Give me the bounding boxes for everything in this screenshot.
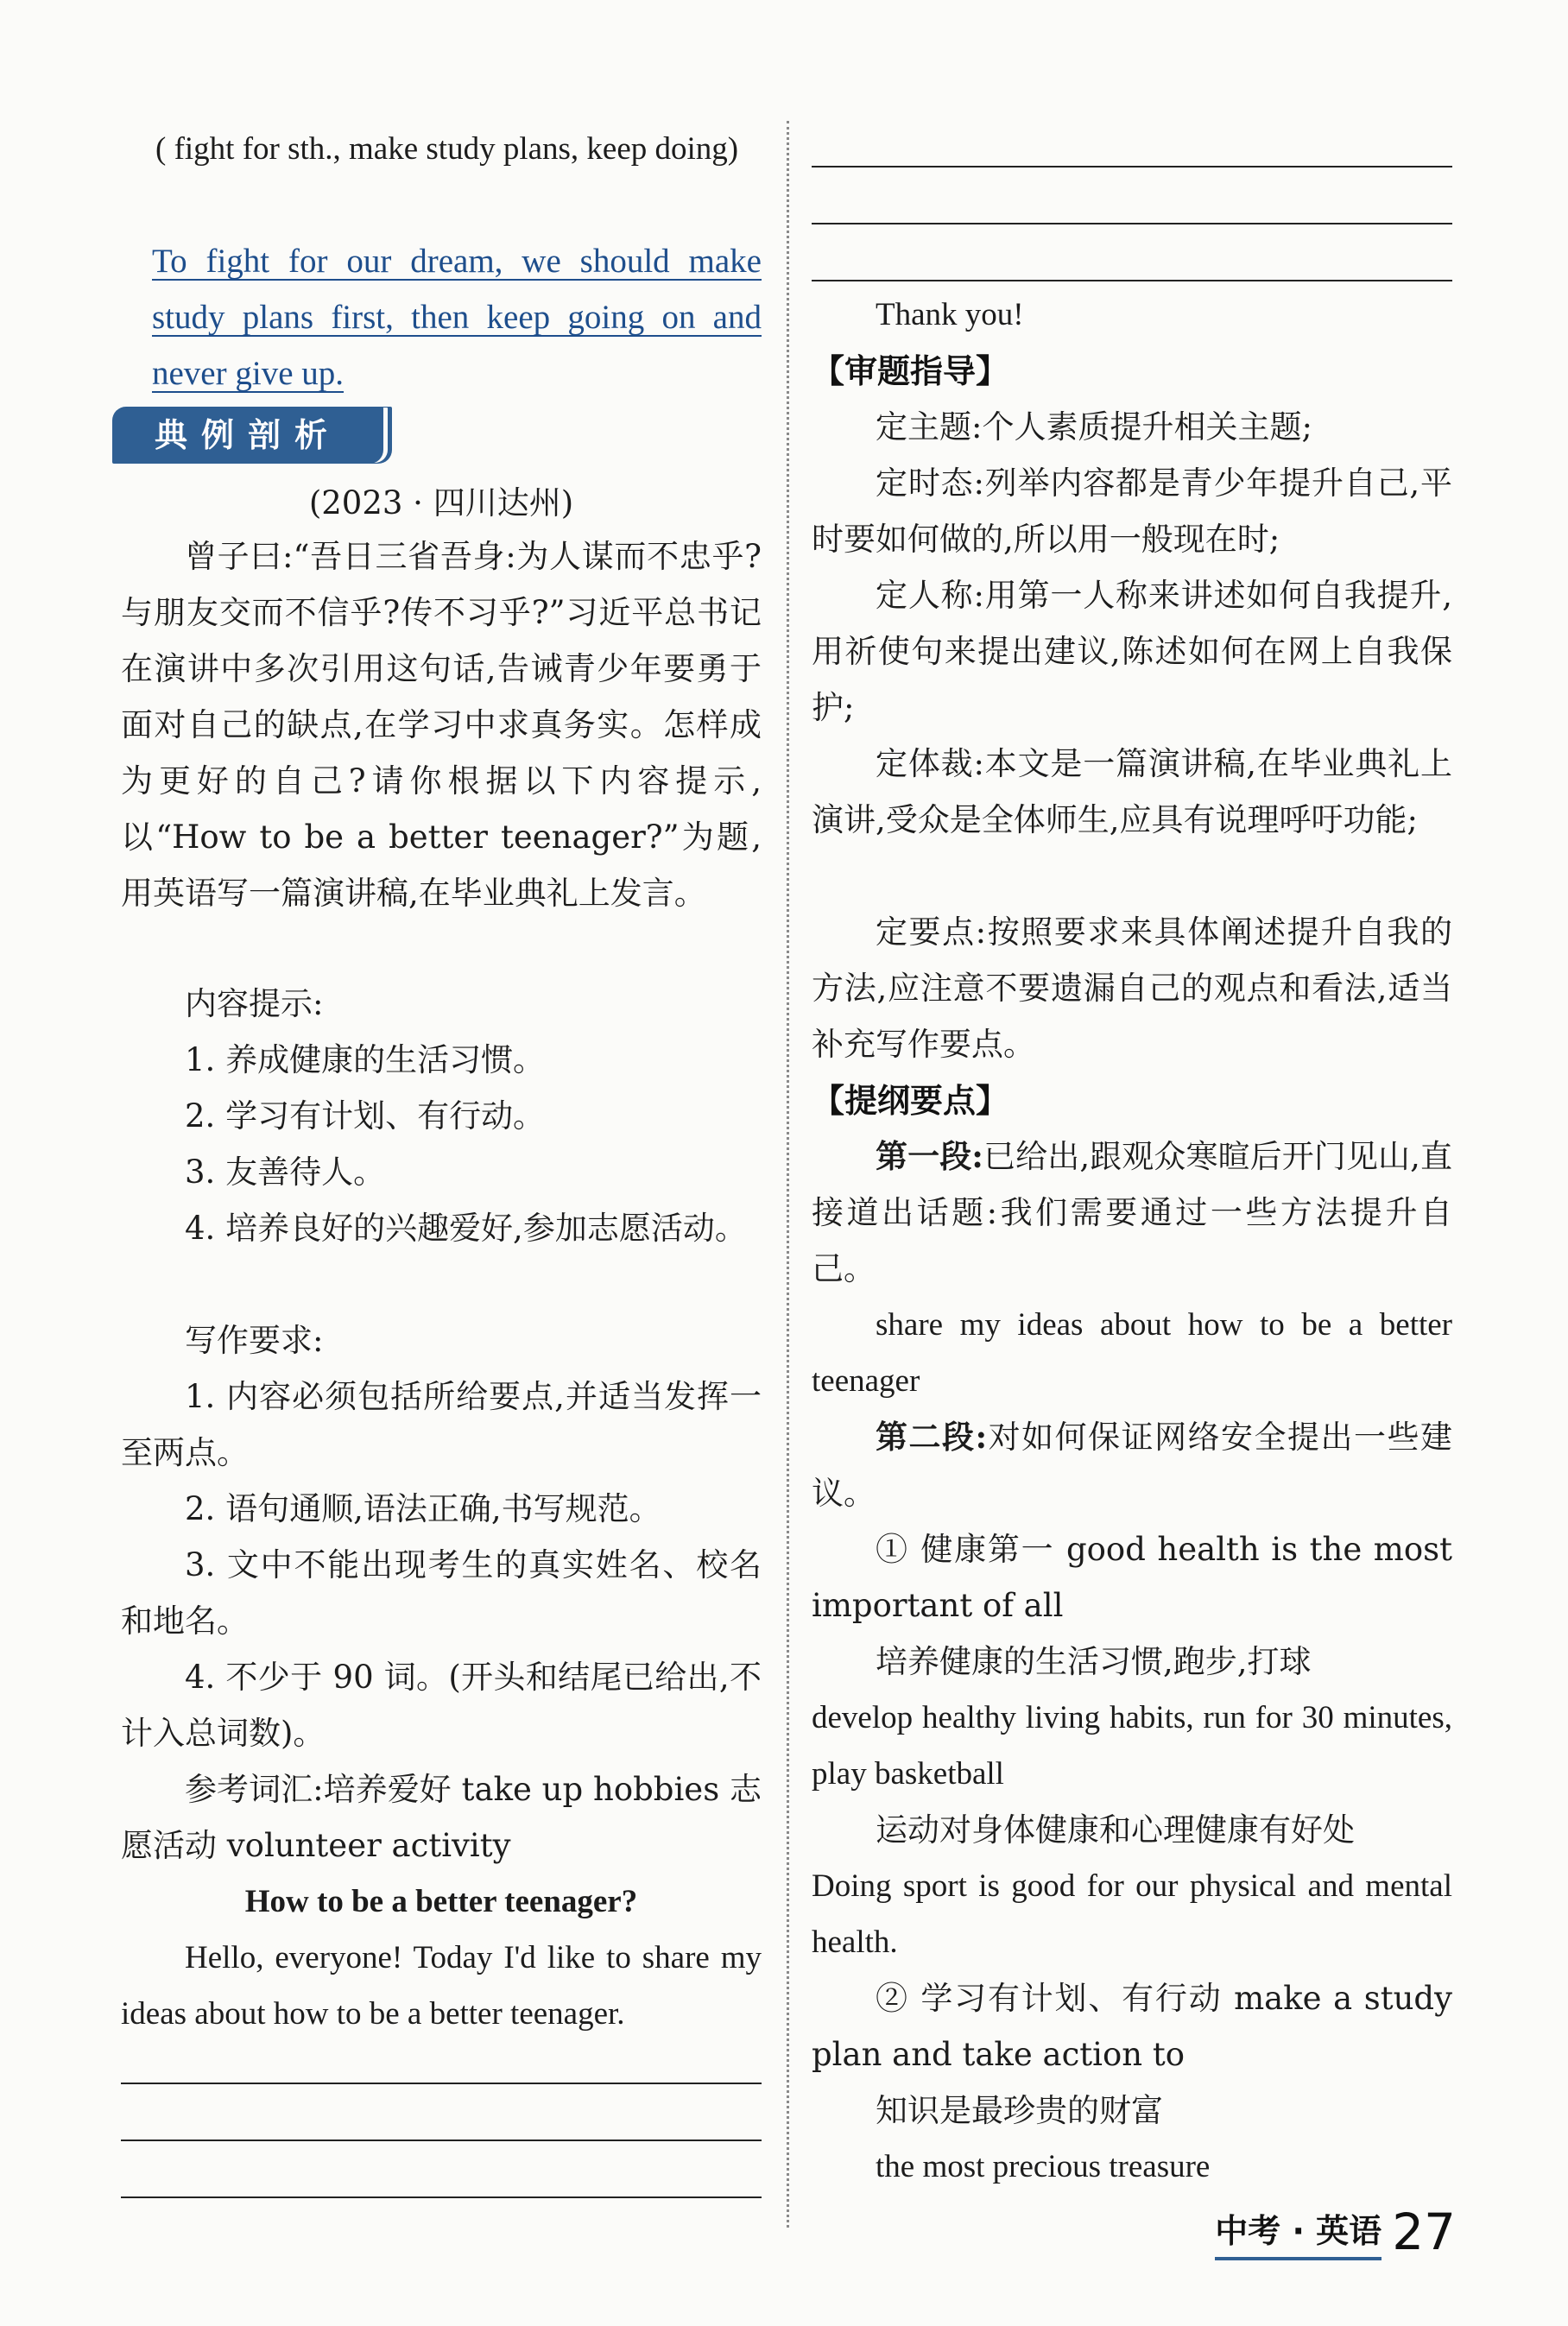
writing-req-title: 写作要求:	[185, 1322, 324, 1359]
section-badge: 典例剖析	[112, 407, 383, 464]
essay-title: How to be a better teenager?	[244, 1884, 638, 1919]
item1-chinese: 培养健康的生活习惯,跑步,打球	[876, 1643, 1312, 1680]
writing-req-1: 1. 内容必须包括所给要点,并适当发挥一至两点。	[121, 1378, 762, 1471]
content-hint-4: 4. 培养良好的兴趣爱好,参加志愿活动。	[185, 1210, 747, 1247]
page-number: 27	[1392, 2203, 1456, 2261]
outline-para1	[812, 1128, 1452, 1297]
answer-line	[812, 166, 1452, 167]
outline-para2	[812, 1409, 1452, 1521]
item1-english: develop healthy living habits, run for 30 minutes, play basketball	[812, 1700, 1452, 1792]
writing-req-4: 4. 不少于 90 词。(开头和结尾已给出,不计入总词数)。	[121, 1659, 762, 1752]
answer-line	[812, 223, 1452, 224]
answer-text: To fight for our dream, we should make study plans first, then keep going on and never give up.	[152, 243, 762, 392]
model-answer	[152, 233, 762, 401]
column-divider	[787, 121, 789, 2228]
para2-text: 对如何保证网络安全提出一些建议。	[812, 1419, 1452, 1512]
essay-opening: Hello, everyone! Today I'd like to share my ideas about how to be a better teenager.	[121, 1940, 762, 2032]
item1-english-2: Doing sport is good for our physical and mental health.	[812, 1868, 1452, 1960]
writing-req-2: 2. 语句通顺,语法正确,书写规范。	[185, 1490, 661, 1527]
answer-line	[121, 2140, 762, 2141]
reference-vocab: 参考词汇:培养爱好 take up hobbies 志愿活动 volunteer activity	[121, 1771, 762, 1864]
guide-points: 定要点:按照要求来具体阐述提升自我的方法,应注意不要遗漏自己的观点和看法,适当补充写作要点。	[812, 913, 1452, 1063]
writing-prompt: 曾子曰:“吾日三省吾身:为人谋而不忠乎?与朋友交而不信乎?传不习乎?”习近平总书记在演讲中多次引用这句话,告诫青少年要勇于面对自己的缺点,在学习中求真务实。怎样成为更好的自己?请你根据以下内容提示,以“How to be a better teenager?”为题,用英语写一篇演讲稿,在毕业典礼上发言。	[121, 538, 762, 912]
content-hint-1: 1. 养成健康的生活习惯。	[185, 1041, 546, 1078]
outline-heading: 【提纲要点】	[812, 1082, 1009, 1120]
guide-tense: 定时态:列举内容都是青少年提升自己,平时要如何做的,所以用一般现在时;	[812, 465, 1452, 558]
answer-line	[812, 280, 1452, 281]
guide-genre: 定体裁:本文是一篇演讲稿,在毕业典礼上演讲,受众是全体师生,应具有说理呼吁功能;	[812, 745, 1452, 838]
outline-item-1: ① 健康第一 good health is the most important of all	[812, 1531, 1452, 1624]
item1-chinese-2: 运动对身体健康和心理健康有好处	[876, 1811, 1355, 1849]
answer-line	[121, 2196, 762, 2198]
item2-chinese: 知识是最珍贵的财富	[876, 2092, 1163, 2129]
footer-label: 中考 · 英语	[1215, 2205, 1381, 2260]
page-footer	[1215, 2200, 1456, 2260]
para1-english: share my ideas about how to be a better teenager	[812, 1307, 1452, 1399]
guide-topic: 定主题:个人素质提升相关主题;	[876, 408, 1312, 446]
answer-line	[121, 2083, 762, 2084]
outline-item-2: ② 学习有计划、有行动 make a study plan and take action to	[812, 1980, 1452, 2073]
essay-closing: Thank you!	[876, 297, 1024, 332]
para2-label: 第二段:	[876, 1418, 988, 1456]
guide-heading: 【审题指导】	[812, 352, 1009, 390]
para1-text: 已给出,跟观众寒暄后开门见山,直接道出话题:我们需要通过一些方法提升自己。	[812, 1138, 1452, 1287]
writing-req-3: 3. 文中不能出现考生的真实姓名、校名和地名。	[121, 1546, 762, 1640]
content-hint-title: 内容提示:	[185, 985, 324, 1022]
exam-source: (2023 · 四川达州)	[308, 484, 574, 521]
hint-line: ( fight for sth., make study plans, keep doing)	[155, 131, 739, 167]
guide-person: 定人称:用第一人称来讲述如何自我提升,用祈使句来提出建议,陈述如何在网上自我保护;	[812, 577, 1452, 726]
item2-english: the most precious treasure	[876, 2149, 1211, 2184]
content-hint-3: 3. 友善待人。	[185, 1154, 386, 1191]
para1-label: 第一段:	[876, 1137, 983, 1175]
content-hint-2: 2. 学习有计划、有行动。	[185, 1097, 546, 1135]
